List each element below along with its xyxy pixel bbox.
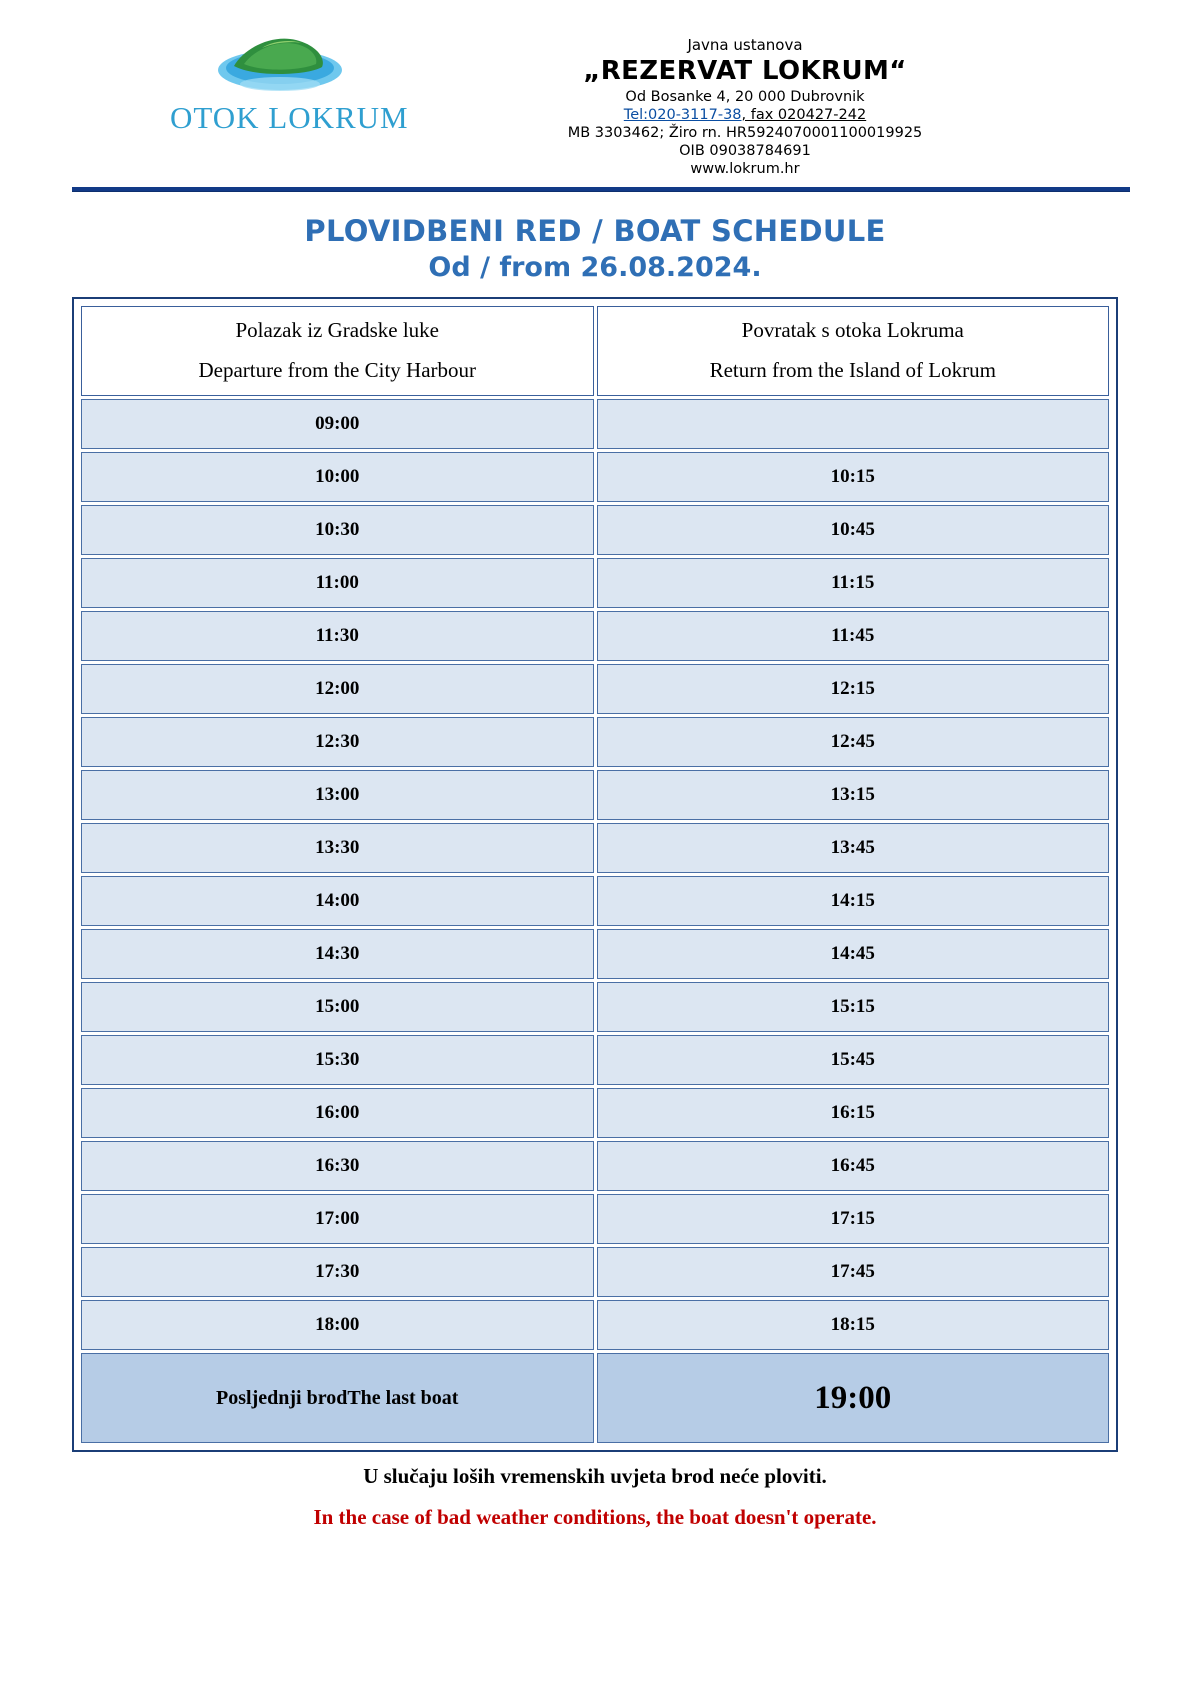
table-row xyxy=(81,452,1109,502)
return-time-cell: 12:15 xyxy=(597,664,1110,714)
organization-website[interactable]: www.lokrum.hr xyxy=(690,161,800,177)
return-time-cell: 14:45 xyxy=(597,929,1110,979)
page-title xyxy=(0,214,1190,283)
header-divider xyxy=(72,187,1130,192)
last-boat-label-en: The last boat xyxy=(347,1387,459,1409)
last-boat-label-hr: Posljednji brod xyxy=(216,1387,348,1409)
table-row xyxy=(81,876,1109,926)
table-header-row xyxy=(81,306,1109,396)
schedule-table xyxy=(78,303,1112,1446)
table-row xyxy=(81,823,1109,873)
return-time-cell: 15:45 xyxy=(597,1035,1110,1085)
column-header-departure-en: Departure from the City Harbour xyxy=(198,358,477,382)
last-boat-time-cell: 19:00 xyxy=(597,1353,1110,1443)
telephone-link[interactable]: Tel:020-3117-38 xyxy=(623,107,742,123)
return-time-cell: 18:15 xyxy=(597,1300,1110,1350)
return-time-cell: 13:15 xyxy=(597,770,1110,820)
return-time-cell: 12:45 xyxy=(597,717,1110,767)
return-time-cell: 11:15 xyxy=(597,558,1110,608)
weather-note-hr: U slučaju loših vremenskih uvjeta brod neće ploviti. xyxy=(363,1464,827,1488)
departure-time-cell: 14:30 xyxy=(81,929,594,979)
last-boat-row xyxy=(81,1353,1109,1443)
title-main: PLOVIDBENI RED / BOAT SCHEDULE xyxy=(304,214,886,248)
table-row xyxy=(81,664,1109,714)
last-boat-label-cell xyxy=(81,1353,594,1443)
schedule-table-wrapper xyxy=(72,297,1118,1452)
table-row xyxy=(81,929,1109,979)
column-header-return-en: Return from the Island of Lokrum xyxy=(709,358,996,382)
organization-block xyxy=(390,24,1130,177)
organization-registration: MB 3303462; Žiro rn. HR5924070001100019925 xyxy=(567,125,923,141)
return-time-cell: 16:45 xyxy=(597,1141,1110,1191)
organization-oib: OIB 09038784691 xyxy=(679,143,811,159)
table-row xyxy=(81,1300,1109,1350)
departure-time-cell: 12:30 xyxy=(81,717,594,767)
departure-time-cell: 11:00 xyxy=(81,558,594,608)
return-time-cell: 10:45 xyxy=(597,505,1110,555)
organization-contact xyxy=(390,107,1100,123)
departure-time-cell: 16:30 xyxy=(81,1141,594,1191)
table-row xyxy=(81,717,1109,767)
column-header-return xyxy=(597,306,1110,396)
table-row xyxy=(81,1141,1109,1191)
return-time-cell: 13:45 xyxy=(597,823,1110,873)
departure-time-cell: 17:00 xyxy=(81,1194,594,1244)
footer-notes xyxy=(0,1464,1190,1530)
departure-time-cell: 13:00 xyxy=(81,770,594,820)
table-row xyxy=(81,611,1109,661)
departure-time-cell: 17:30 xyxy=(81,1247,594,1297)
column-header-return-hr: Povratak s otoka Lokruma xyxy=(741,318,964,343)
table-row xyxy=(81,1194,1109,1244)
island-logo-icon xyxy=(210,24,350,96)
return-time-cell: 17:15 xyxy=(597,1194,1110,1244)
departure-time-cell: 18:00 xyxy=(81,1300,594,1350)
return-time-cell: 17:45 xyxy=(597,1247,1110,1297)
organization-name: „REZERVAT LOKRUM“ xyxy=(583,56,907,86)
departure-time-cell: 13:30 xyxy=(81,823,594,873)
table-row xyxy=(81,1247,1109,1297)
departure-time-cell: 16:00 xyxy=(81,1088,594,1138)
organization-address: Od Bosanke 4, 20 000 Dubrovnik xyxy=(625,89,865,105)
table-row xyxy=(81,399,1109,449)
departure-time-cell: 09:00 xyxy=(81,399,594,449)
table-row xyxy=(81,982,1109,1032)
institution-type: Javna ustanova xyxy=(687,36,803,54)
departure-time-cell: 10:00 xyxy=(81,452,594,502)
return-time-cell xyxy=(597,399,1110,449)
departure-time-cell: 11:30 xyxy=(81,611,594,661)
document-header xyxy=(0,0,1190,177)
return-time-cell: 14:15 xyxy=(597,876,1110,926)
logo-text: OTOK LOKRUM xyxy=(170,100,409,135)
column-header-departure xyxy=(81,306,594,396)
table-row xyxy=(81,505,1109,555)
table-row xyxy=(81,558,1109,608)
return-time-cell: 10:15 xyxy=(597,452,1110,502)
departure-time-cell: 14:00 xyxy=(81,876,594,926)
return-time-cell: 15:15 xyxy=(597,982,1110,1032)
column-header-departure-hr: Polazak iz Gradske luke xyxy=(235,318,439,343)
return-time-cell: 16:15 xyxy=(597,1088,1110,1138)
table-row xyxy=(81,1088,1109,1138)
departure-time-cell: 10:30 xyxy=(81,505,594,555)
departure-time-cell: 15:00 xyxy=(81,982,594,1032)
fax-label: , fax 020427-242 xyxy=(741,107,867,123)
title-sub: Od / from 26.08.2024. xyxy=(428,252,762,283)
table-row xyxy=(81,1035,1109,1085)
table-row xyxy=(81,770,1109,820)
departure-time-cell: 12:00 xyxy=(81,664,594,714)
weather-note-en: In the case of bad weather conditions, the boat doesn't operate. xyxy=(313,1505,877,1529)
departure-time-cell: 15:30 xyxy=(81,1035,594,1085)
logo-block xyxy=(60,24,409,136)
return-time-cell: 11:45 xyxy=(597,611,1110,661)
